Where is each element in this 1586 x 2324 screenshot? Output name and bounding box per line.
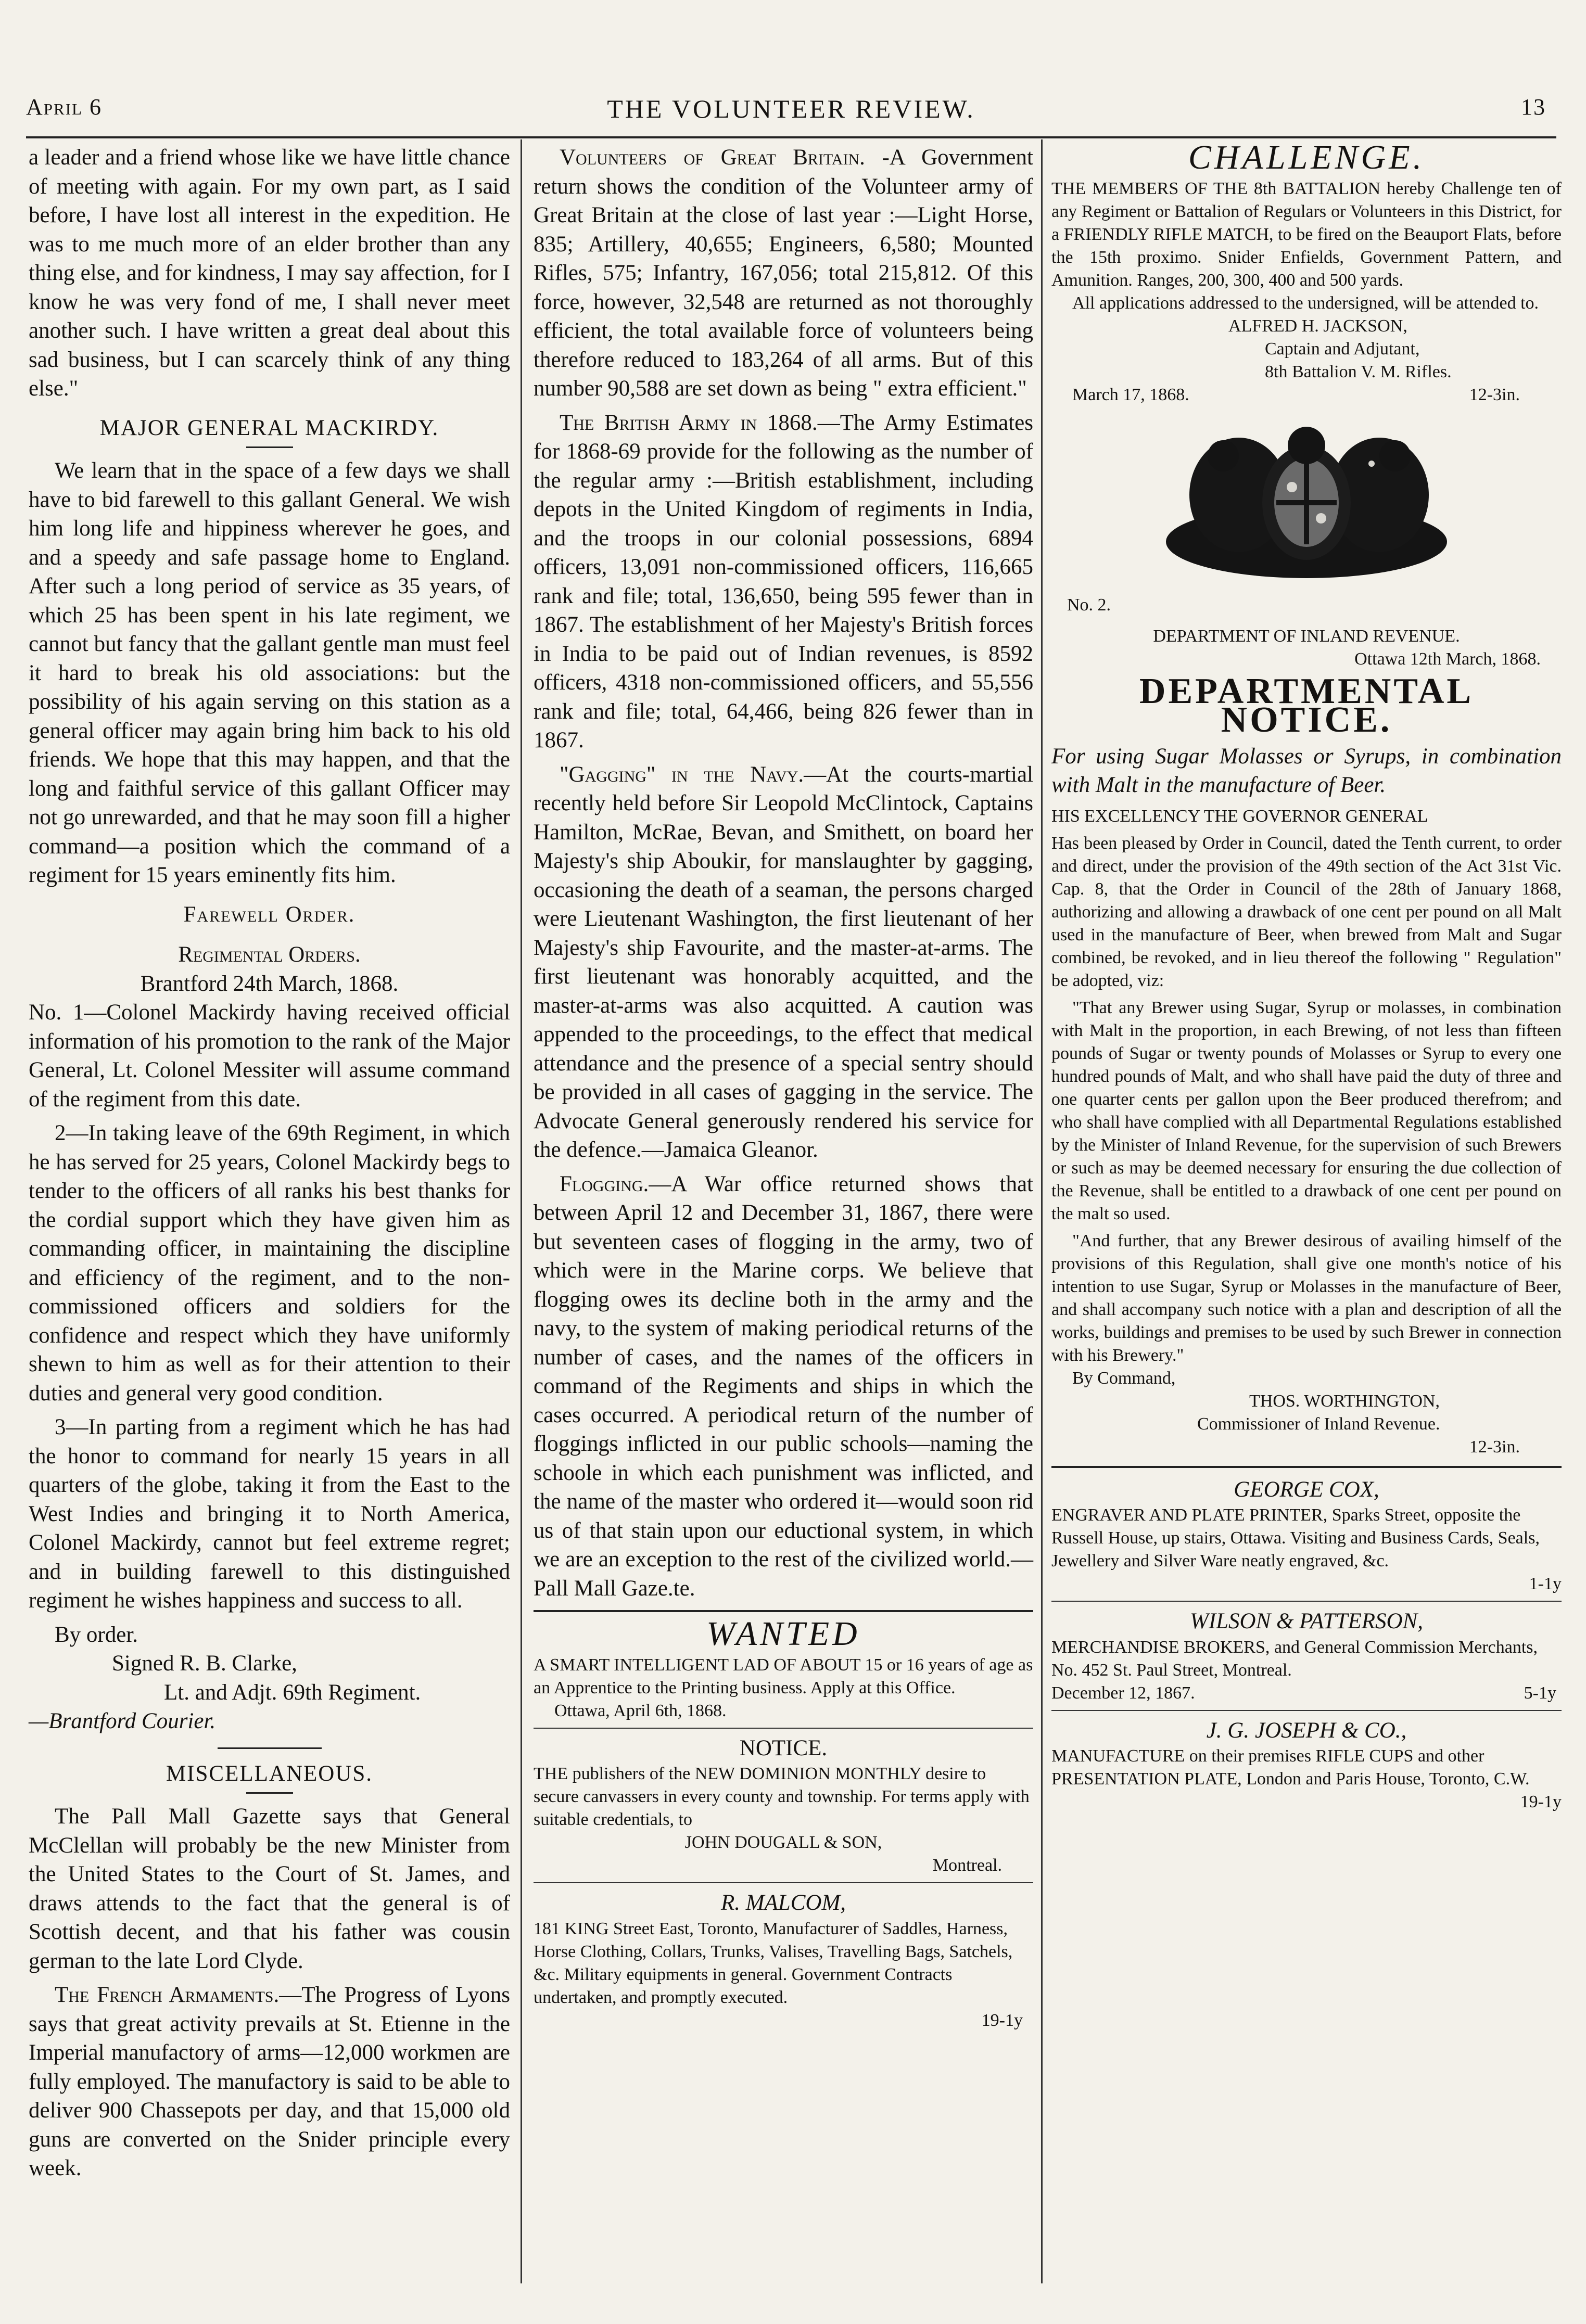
article-british-army: The British Army in 1868.—The Army Estimates for 1868-69 provide for the following as the number of the regular army :—British establishment, including depots in the United Kingdom of regiments in India, and the troops in our colonial possessions, 6894 officers, 13,091 non-commissioned officers, 116,665 rank and file; total, 136,650, being 595 fewer than in 1867. The establishment of her Majesty's British forces in India to be paid out of Indian revenues, is 8592 officers, 4318 non-commissioned officers, and 55,556 rank and file; total, 64,466, being 826 fewer than in 1867. xyxy=(534,410,1033,752)
ad-notice-city: Montreal. xyxy=(932,1856,1002,1875)
source-brantford-courier: —Brantford Courier. xyxy=(29,1709,216,1733)
challenge-sig-title: Captain and Adjutant, xyxy=(1265,339,1420,359)
article-mackirdy: We learn that in the space of a few days we shall have to bid farewell to this gallant General. We wish him long life and hippiness wherever he goes, and and a speedy and safe passage home to England. After such a long period of service as 35 years, of which 25 has been spent in his late regiment, we cannot but fancy that the gallant gentle man must feel it hard to break his old associations: but the possibility of his again serving on this station as a general officer may again bring him back to his old friends. We hope that this may happen, and that the long and faithful service of this gallant Officer may not go unrewarded, and that he may soon fill a higher command—a position which the command of a regiment for 15 years eminently fits him. xyxy=(29,458,510,887)
article-continuation: a leader and a friend whose like we have little chance of meeting with again. For my own part, as I said before, I have lost all interest in the expedition. He was to me much more of an elder brother than any thing else, and for kindness, I may say affection, for I know he was very fond of me, I shall never meet another such. I have written a great deal about this sad business, but I can scarcely think of any thing else." xyxy=(29,145,510,401)
challenge-sig-name: ALFRED H. JACKSON, xyxy=(1228,316,1407,336)
dept-paragraph-1: Has been pleased by Order in Council, dated the Tenth current, to order and direct, under the provision of the 49th section of the Act 31st Vic. Cap. 8, that the Order in Council of the 28th of January 1868, authorizing and allowing a drawback of one cent per pound on all Malt used in the manufacture of Beer, when brewed from Malt and Sugar combined, be revoked, and in lieu thereof the following " Regulation" be adopted, viz: xyxy=(1051,833,1562,990)
ad-joseph-text: MANUFACTURE on their premises RIFLE CUPS and other PRESENTATION PLATE, London and Paris House, Toronto, C.W. xyxy=(1051,1746,1530,1789)
ad-wanted-date: Ottawa, April 6th, 1868. xyxy=(554,1701,727,1720)
challenge-sig-unit: 8th Battalion V. M. Rifles. xyxy=(1265,362,1452,381)
article-french-armaments: The French Armaments.—The Progress of Lyons says that great activity prevails at St. Etienne in the Imperial manufactory of arms—12,000 workmen are fully employed. The manufactory is said to be able to deliver 900 Chassepots per day, and that 15,000 old guns are converted on the Snider principle every week. xyxy=(29,1983,510,2180)
ad-rule xyxy=(534,1728,1033,1729)
article-volunteers: Volunteers of Great Britain. -A Government return shows the condition of the Volunteer army of Great Britain at the close of last year :—Light Horse, 835; Artillery, 40,655; Engineers, 6,580; Mounted Rifles, 575; Infantry, 167,056; total 215,812. Of this force, however, 32,548 are returned as not thoroughly efficient, the total available force of volunteers being therefore reduced to 183,264 of all arms. But of this number 90,588 are set down as being " extra efficient." xyxy=(534,145,1034,401)
header-title: THE VOLUNTEER REVIEW. xyxy=(607,94,975,123)
order-no-1: No. 1—Colonel Mackirdy having received official information of his promotion to the rank of the Major General, Lt. Colonel Messiter will assume command of the regiment from this date. xyxy=(29,1000,510,1112)
order-no-3: 3—In parting from a regiment which he has had the honor to command for nearly 15 years in all quarters of the globe, taking it from the East to the West Indies and bringing it to North America, Colonel Mackirdy, cannot but feel extreme regret; and in building farewell to this distinguished regiment he wishes happiness and success to all. xyxy=(29,1415,510,1613)
coat-of-arms-image xyxy=(1161,417,1452,589)
column-1 xyxy=(29,143,510,2188)
ad-wp-title: WILSON & PATTERSON, xyxy=(1190,1609,1423,1633)
column-2 xyxy=(534,143,1033,2032)
by-order: By order. xyxy=(55,1622,138,1647)
ad-wp-code: 5-1y xyxy=(1524,1683,1556,1703)
orders-title: Regimental Orders. xyxy=(178,942,361,967)
article-lead: Flogging. xyxy=(560,1171,649,1196)
divider xyxy=(246,1792,293,1794)
ad-malcom-title: R. MALCOM, xyxy=(720,1891,846,1915)
dept-paragraph-2: "That any Brewer using Sugar, Syrup or molasses, in combination with Malt in the proportion, in each Brewing, of not less than fifteen pounds of Sugar or twenty pounds of Molasses or Syrup to every one hundred pounds of Malt, and who shall have paid the duty of three and one quarter cents per gallon upon the Beer produced therefrom; and who shall have complied with all Departmental Regulations established by the Minister of Inland Revenue, for the supervision of such Brewers or such as may be deemed necessary for ensuring the due collection of the Revenue, shall be entitled to a drawback of one cent per pound on the malt so used. xyxy=(1051,998,1562,1223)
challenge-text: THE MEMBERS OF THE 8th BATTALION hereby Challenge ten of any Regiment or Battalion of Regulars or Volunteers in this District, for a FRIENDLY RIFLE MATCH, to be fired on the Beauport Flats, before the 15th proximo. Snider Enfields, Government Pattern, and Amunition. Ranges, 200, 300, 400 and 500 yards. xyxy=(1051,178,1562,290)
divider xyxy=(218,1747,322,1749)
page-number: 13 xyxy=(1521,94,1546,120)
ad-notice-text: THE publishers of the NEW DOMINION MONTHLY desire to secure canvassers in every county and township. For terms apply with suitable credentials, to xyxy=(534,1764,1030,1829)
ad-notice-sig: JOHN DOUGALL & SON, xyxy=(684,1833,882,1852)
worthington-code: 12-3in. xyxy=(1469,1437,1520,1457)
challenge-code: 12-3in. xyxy=(1469,385,1520,404)
dept-notice-title: DEPARTMENTAL NOTICE. xyxy=(1139,671,1474,740)
column-3 xyxy=(1051,138,1562,1814)
ad-wp-text: MERCHANDISE BROKERS, and General Commission Merchants, No. 452 St. Paul Street, Montreal. xyxy=(1051,1637,1538,1680)
dept-paragraph-3: "And further, that any Brewer desirous of availing himself of the provisions of this Regulation, shall give one month's notice of his intention to use Sugar, Syrup or Molasses in the manufacture of Beer, and shall accompany such notice with a plan and description of all the works, buildings and premises to be used by such Brewer in connection with his Brewery." xyxy=(1051,1231,1562,1365)
ad-joseph-code: 19-1y xyxy=(1520,1792,1562,1811)
ad-rule xyxy=(534,1610,1033,1612)
ad-rule xyxy=(534,1882,1033,1883)
heading-miscellaneous: MISCELLANEOUS. xyxy=(166,1761,373,1786)
article-lead: The French Armaments. xyxy=(55,1983,280,2007)
column-divider xyxy=(1041,139,1043,2283)
column-divider xyxy=(521,139,522,2283)
article-lead: The British Army in 1868. xyxy=(560,410,818,435)
header-date: April 6 xyxy=(26,94,102,120)
ad-rule xyxy=(1051,1601,1562,1602)
order-no-2: 2—In taking leave of the 69th Regiment, in which he has served for 25 years, Colonel Mackirdy begs to tender to the officers of all ranks his best thanks for the cordial support which they have given him as commanding officer, in maintaining the discipline and efficiency of the regiment, and to the non-commissioned officers and soldiers for the confidence and respect which they have uniformly shewn to him as well as for their attention to their duties and general very good condition. xyxy=(29,1121,510,1406)
ad-rule xyxy=(1051,1710,1562,1711)
divider xyxy=(246,446,293,448)
dept-notice-subtitle: For using Sugar Molasses or Syrups, in combination with Malt in the manufacture of Beer. xyxy=(1051,744,1562,797)
ad-wanted-title: WANTED xyxy=(706,1615,860,1653)
challenge-title: CHALLENGE. xyxy=(1188,138,1425,176)
heading-major-general-mackirdy: MAJOR GENERAL MACKIRDY. xyxy=(99,415,439,440)
challenge-date-line xyxy=(1051,384,1562,406)
article-lead: Volunteers of Great Britain. xyxy=(560,145,865,170)
heading-farewell-order: Farewell Order. xyxy=(183,902,356,927)
ad-notice-title: NOTICE. xyxy=(739,1735,828,1760)
orders-place: Brantford 24th March, 1868. xyxy=(140,971,399,996)
notice-number: No. 2. xyxy=(1067,595,1111,615)
article-flogging: Flogging.—A War office returned shows that between April 12 and December 31, 1867, there were but seventeen cases of flogging in the army, two of which were in the Marine corps. We believe that flogging owes its decline both in the army and the navy, to the system of making periodical returns of the number of cases, and the names of the officers in command of the Regiments and ships in which the cases occurred. A periodical return of the number of floggings inflicted in our public schools—naming the schoole in which each punishment was inflicted, and the name of the master who ordered it—would soon rid us of that stain upon our eductional system, in which we are an exception to the rest of the civilized world.—Pall Mall Gaze.te. xyxy=(534,1171,1033,1601)
ad-wanted-text: A SMART INTELLIGENT LAD OF ABOUT 15 or 16 years of age as an Apprentice to the Printing business. Apply at this Office. xyxy=(534,1655,1033,1697)
dept-date: Ottawa 12th March, 1868. xyxy=(1354,649,1541,669)
ad-wp-date: December 12, 1867. xyxy=(1051,1683,1195,1703)
ad-joseph-title: J. G. JOSEPH & CO., xyxy=(1206,1718,1407,1743)
ad-rule xyxy=(1051,1466,1562,1468)
worthington-name: THOS. WORTHINGTON, xyxy=(1249,1391,1440,1411)
signed: Signed R. B. Clarke, xyxy=(112,1651,297,1676)
newspaper-page xyxy=(21,0,1562,2324)
challenge-date: March 17, 1868. xyxy=(1072,385,1189,404)
dept-name: DEPARTMENT OF INLAND REVENUE. xyxy=(1153,626,1460,646)
ad-cox-code: 1-1y xyxy=(1529,1574,1562,1593)
ad-malcom-text: 181 KING Street East, Toronto, Manufacturer of Saddles, Harness, Horse Clothing, Collars, Trunks, Valises, Travelling Bags, Satchels, &c. Military equipments in general. Government Contracts undertaken, and promptly executed. xyxy=(534,1919,1013,2007)
article-pall-mall: The Pall Mall Gazette says that General McClellan will probably be the new Minister from the United States to the Court of St. James, and draws attends to the fact that the general is of Scottish decent, and that his father was cousin german to the late Lord Clyde. xyxy=(29,1804,510,1973)
ad-cox-title: GEORGE COX, xyxy=(1234,1477,1379,1502)
article-lead: "Gagging" in the Navy. xyxy=(560,762,804,787)
signed-title: Lt. and Adjt. 69th Regiment. xyxy=(164,1680,421,1705)
article-gagging: "Gagging" in the Navy.—At the courts-martial recently held before Sir Leopold McClintock, Captains Hamilton, McRae, Bevan, and Smithett, on board her Majesty's ship Aboukir, for manslaughter by gagging, occasioning the death of a seaman, the persons charged were Lieutenant Washington, the first lieutenant of her Majesty's ship Favourite, and the master-at-arms. The first lieutenant was honorably acquitted, and the master-at-arms was also acquitted. A caution was appended to the proceedings, to the effect that medical attendance and the presence of a special sentry should be provided in all cases of gagging in the service. The Advocate General generously rendered his service for the defence.—Jamaica Gleanor. xyxy=(534,762,1033,1162)
worthington-title: Commissioner of Inland Revenue. xyxy=(1197,1414,1440,1434)
his-excellency: HIS EXCELLENCY THE GOVERNOR GENERAL xyxy=(1051,806,1428,826)
coat-of-arms-icon xyxy=(1161,417,1452,589)
by-command: By Command, xyxy=(1072,1368,1176,1388)
page-header xyxy=(26,94,1556,141)
ad-wp-date-line xyxy=(1051,1682,1562,1705)
ad-malcom-code: 19-1y xyxy=(981,2010,1023,2030)
ad-cox-text: ENGRAVER AND PLATE PRINTER, Sparks Street, opposite the Russell House, up stairs, Ottawa. Visiting and Business Cards, Seals, Jewellery and Silver Ware neatly engraved, &c. xyxy=(1051,1505,1540,1570)
challenge-text-2: All applications addressed to the undersigned, will be attended to. xyxy=(1072,293,1539,313)
